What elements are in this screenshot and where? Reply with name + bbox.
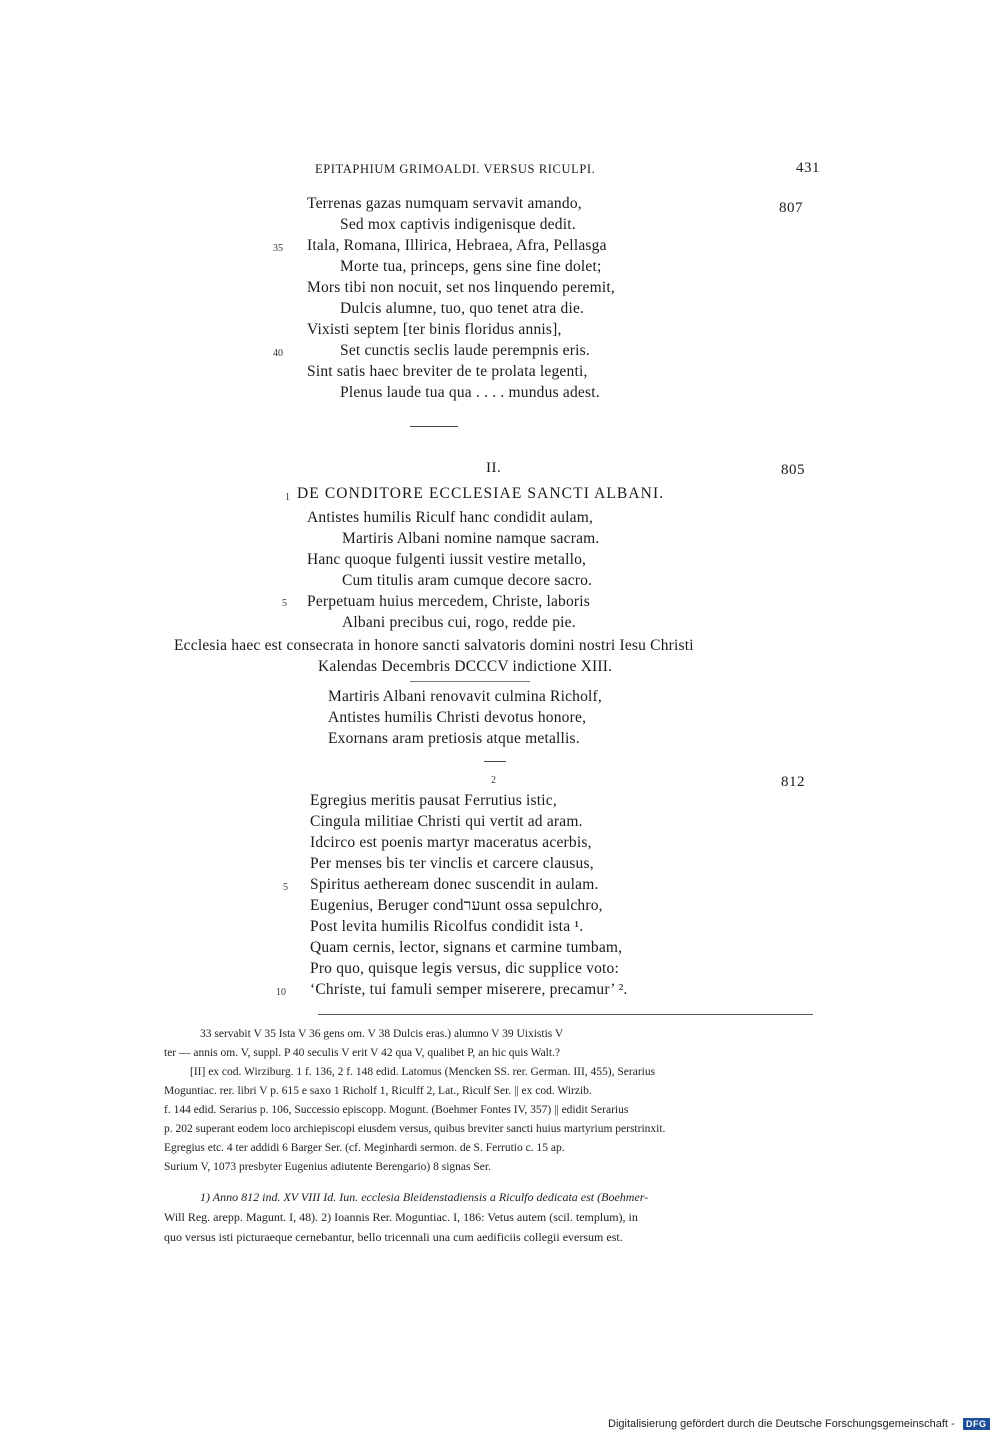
page-number: 431 xyxy=(796,160,820,176)
verse-line: Martiris Albani nomine namque sacram. xyxy=(342,530,600,547)
line-number: 1 xyxy=(285,492,290,503)
apparatus-line: 33 servabit V 35 Ista V 36 gens om. V 38 Dulcis eras.) alumno V 39 Uixistis V xyxy=(200,1028,564,1040)
apparatus-line: Egregius etc. 4 ter addidi 6 Barger Ser. (cf. Meginhardi sermon. de S. Ferrutio c. 15 ap. xyxy=(164,1142,565,1154)
verse-line: Spiritus aetheream donec suscendit in aulam. xyxy=(310,876,599,893)
verse-line: Vixisti septem [ter binis floridus annis], xyxy=(307,321,562,338)
verse-line: Sed mox captivis indigenisque dedit. xyxy=(340,216,576,233)
digitization-credit: Digitalisierung gefördert durch die Deutsche Forschungsgemeinschaft - xyxy=(608,1418,955,1430)
verse-line: Cingula militiae Christi qui vertit ad aram. xyxy=(310,813,583,830)
verse-line: Sint satis haec breviter de te prolata legenti, xyxy=(307,363,588,380)
footnote-line: Will Reg. arepp. Magunt. I, 48). 2) Ioannis Rer. Moguntiac. I, 186: Vetus autem (scil. templum), in xyxy=(164,1210,638,1224)
section3-year: 812 xyxy=(781,774,805,790)
verse-line: Morte tua, princeps, gens sine fine dolet; xyxy=(340,258,602,275)
verse-line: Idcirco est poenis martyr maceratus acerbis, xyxy=(310,834,592,851)
apparatus-line: Moguntiac. rer. libri V p. 615 e saxo 1 Richolf 1, Riculff 2, Lat., Riculf Ser. || ex cod. Wirzib. xyxy=(164,1085,592,1097)
running-title: EPITAPHIUM GRIMOALDI. VERSUS RICULPI. xyxy=(315,162,596,176)
verse-line: Egregius meritis pausat Ferrutius istic, xyxy=(310,792,557,809)
line-number: 35 xyxy=(273,243,283,254)
line-number: 5 xyxy=(283,882,288,893)
apparatus-line: Surium V, 1073 presbyter Eugenius adiutente Berengario) 8 signas Ser. xyxy=(164,1161,491,1173)
section-divider xyxy=(484,761,506,762)
verse-line: Mors tibi non nocuit, set nos linquendo peremit, xyxy=(307,279,615,296)
line-number: 40 xyxy=(273,348,283,359)
apparatus-line: ter — annis om. V, suppl. P 40 seculis V erit V 42 qua V, qualibet P, an hic quis Walt.? xyxy=(164,1047,561,1059)
section2-year: 805 xyxy=(781,462,805,478)
apparatus-line: [II] ex cod. Wirziburg. 1 f. 136, 2 f. 148 edid. Latomus (Mencken SS. rer. German. III, 455), Serarius xyxy=(190,1066,656,1078)
section3-marker: 2 xyxy=(491,775,496,786)
verse-line: Plenus laude tua qua . . . . mundus adest. xyxy=(340,384,600,401)
verse-line: Itala, Romana, Illirica, Hebraea, Afra, Pellasga xyxy=(307,237,607,254)
verse-line: Hanc quoque fulgenti iussit vestire metallo, xyxy=(307,551,587,568)
verse-line: Quam cernis, lector, signans et carmine tumbam, xyxy=(310,939,623,956)
verse-line: Set cunctis seclis laude perempnis eris. xyxy=(340,342,590,359)
verse-line: Albani precibus cui, rogo, redde pie. xyxy=(342,614,576,631)
verse-line: Martiris Albani renovavit culmina Richolf, xyxy=(328,688,602,705)
footnote-line: quo versus isti picturaeque cernebantur, bello tricennali una cum aedificiis collegii eversum est. xyxy=(164,1230,623,1244)
section1-year: 807 xyxy=(779,200,803,216)
verse-line: Eugenius, Beruger condערunt ossa sepulchro, xyxy=(310,897,603,914)
apparatus-line: f. 144 edid. Serarius p. 106, Successio episcopp. Mogunt. (Boehmer Fontes IV, 357) || edidit Serarius xyxy=(164,1104,629,1116)
footnote-line: 1) Anno 812 ind. XV VIII Id. Iun. ecclesia Bleidenstadiensis a Riculfo dedicata est (Boehmer- xyxy=(200,1190,649,1204)
verse-line: Antistes humilis Riculf hanc condidit aulam, xyxy=(307,509,594,526)
line-number: 10 xyxy=(276,987,286,998)
line-number: 5 xyxy=(282,598,287,609)
verse-line: Antistes humilis Christi devotus honore, xyxy=(328,709,587,726)
verse-line: Pro quo, quisque legis versus, dic supplice voto: xyxy=(310,960,620,977)
dedication-prose: Ecclesia haec est consecrata in honore sancti salvatoris domini nostri Iesu Christi xyxy=(174,637,694,654)
apparatus-line: p. 202 superant eodem loco archiepiscopi eiusdem versus, quibus breviter sancti huius martyrium perstrinxit. xyxy=(164,1123,666,1135)
verse-line: Per menses bis ter vinclis et carcere clausus, xyxy=(310,855,594,872)
verse-line: ‘Christe, tui famuli semper miserere, precamur’ ². xyxy=(310,981,628,998)
section-divider xyxy=(410,426,458,427)
section2-title: DE CONDITORE ECCLESIAE SANCTI ALBANI. xyxy=(297,485,665,502)
section2-roman: II. xyxy=(486,460,502,476)
apparatus-rule xyxy=(318,1014,813,1015)
dedication-date: Kalendas Decembris DCCCV indictione XIII. xyxy=(318,658,613,675)
section-divider xyxy=(410,681,530,682)
verse-line: Perpetuam huius mercedem, Christe, laboris xyxy=(307,593,591,610)
verse-line: Cum titulis aram cumque decore sacro. xyxy=(342,572,593,589)
verse-line: Terrenas gazas numquam servavit amando, xyxy=(307,195,582,212)
verse-line: Post levita humilis Ricolfus condidit ista ¹. xyxy=(310,918,584,935)
verse-line: Exornans aram pretiosis atque metallis. xyxy=(328,730,580,747)
verse-line: Dulcis alumne, tuo, quo tenet atra die. xyxy=(340,300,585,317)
dfg-logo: DFG xyxy=(963,1418,990,1430)
